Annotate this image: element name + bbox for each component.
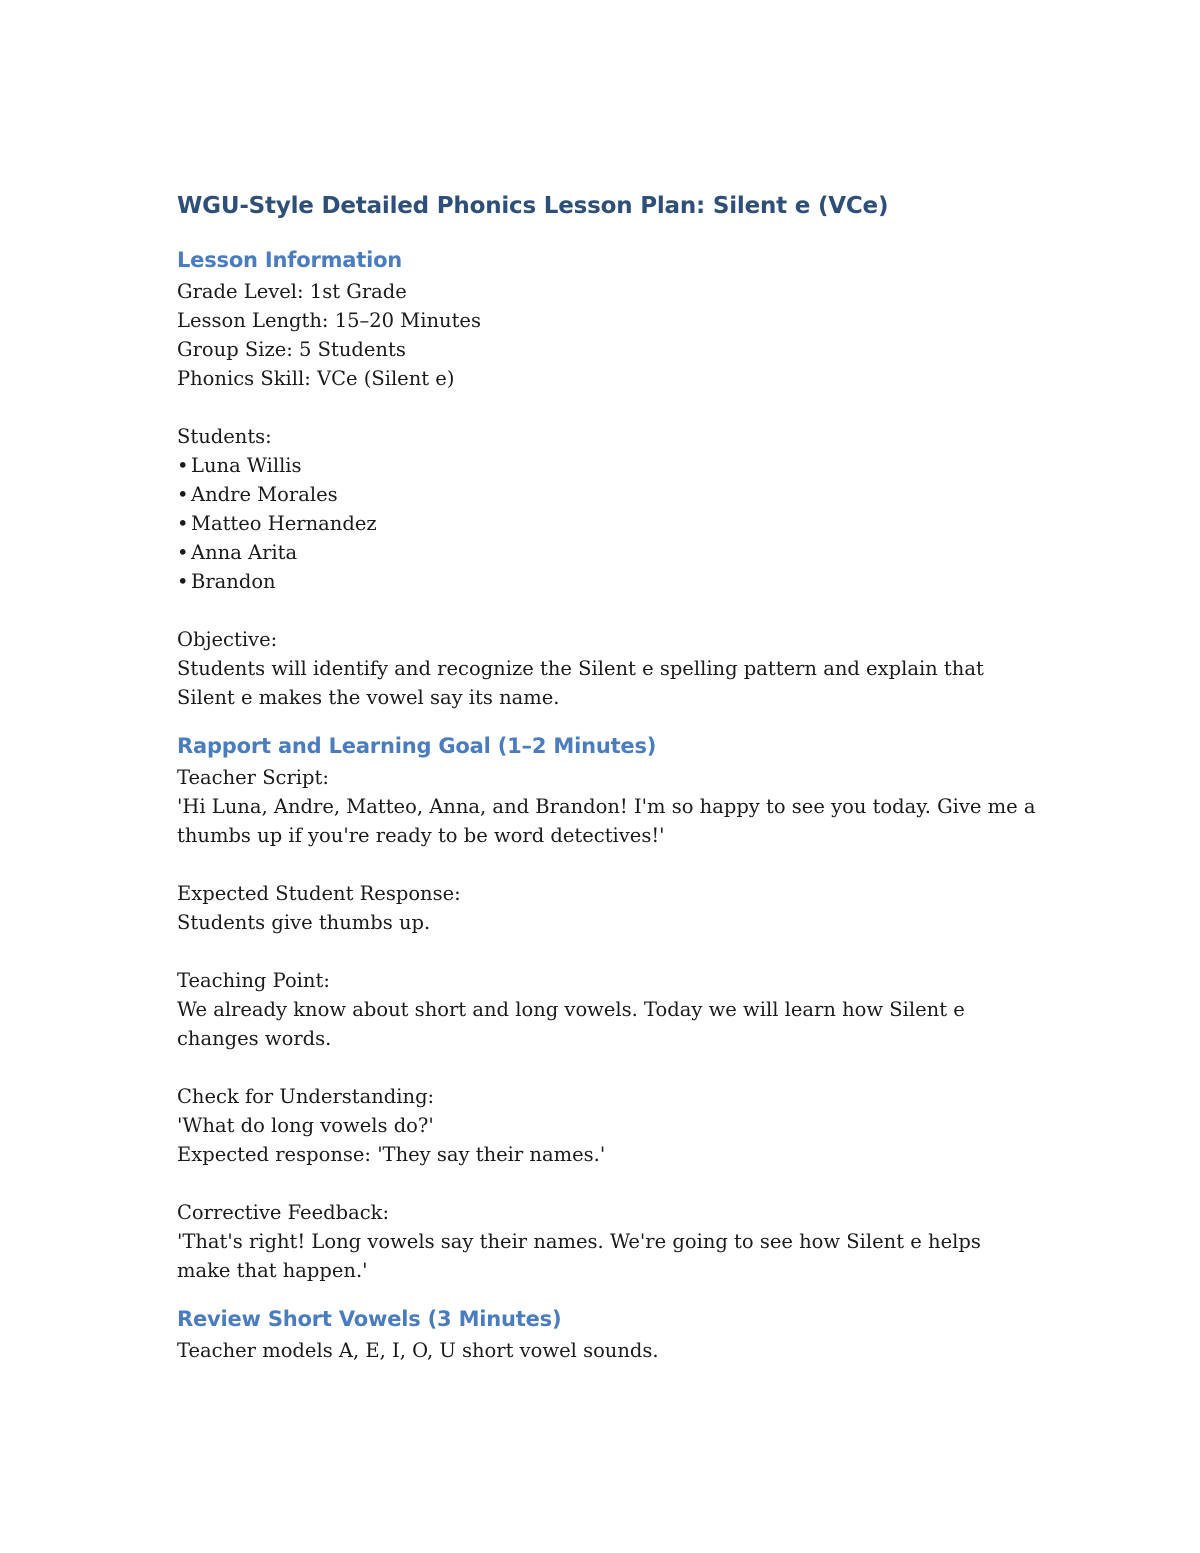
bullet-icon: • xyxy=(177,512,189,535)
paragraph-gap xyxy=(177,1169,1037,1198)
student-name: Matteo Hernandez xyxy=(191,512,377,535)
section-heading-review-short-vowels: Review Short Vowels (3 Minutes) xyxy=(177,1307,562,1331)
check-understanding-question: 'What do long vowels do?' xyxy=(177,1114,434,1137)
students-label: Students: xyxy=(177,425,272,448)
student-name: Anna Arita xyxy=(191,541,298,564)
list-item xyxy=(177,509,1037,538)
section-heading-lesson-information: Lesson Information xyxy=(177,248,403,272)
objective-text: Students will identify and recognize the Silent e spelling pattern and explain that Silent e makes the vowel say its name. xyxy=(177,657,990,709)
review-short-vowels-text: Teacher models A, E, I, O, U short vowel sounds. xyxy=(177,1339,659,1362)
paragraph-gap xyxy=(177,393,1037,422)
list-item xyxy=(177,567,1037,596)
section-heading-rapport: Rapport and Learning Goal (1–2 Minutes) xyxy=(177,734,657,758)
list-item xyxy=(177,538,1037,567)
list-item xyxy=(177,480,1037,509)
student-name: Luna Willis xyxy=(191,454,302,477)
paragraph-gap xyxy=(177,850,1037,879)
paragraph-gap xyxy=(177,937,1037,966)
paragraph-gap xyxy=(177,596,1037,625)
lesson-length: Lesson Length: 15–20 Minutes xyxy=(177,309,481,332)
corrective-feedback-label: Corrective Feedback: xyxy=(177,1201,390,1224)
teaching-point-text: We already know about short and long vowels. Today we will learn how Silent e changes words. xyxy=(177,998,972,1050)
student-name: Brandon xyxy=(191,570,276,593)
student-list xyxy=(177,451,1037,596)
teacher-script-label: Teacher Script: xyxy=(177,766,329,789)
corrective-feedback-text: 'That's right! Long vowels say their names. We're going to see how Silent e helps make that happen.' xyxy=(177,1230,988,1282)
bullet-icon: • xyxy=(177,483,189,506)
paragraph-gap xyxy=(177,1053,1037,1082)
bullet-icon: • xyxy=(177,454,189,477)
group-size: Group Size: 5 Students xyxy=(177,338,406,361)
document-body xyxy=(177,186,1042,1365)
expected-response-label: Expected Student Response: xyxy=(177,882,461,905)
list-item xyxy=(177,451,1037,480)
document-title: WGU-Style Detailed Phonics Lesson Plan: Silent e (VCe) xyxy=(177,193,889,219)
teacher-script-text: 'Hi Luna, Andre, Matteo, Anna, and Brandon! I'm so happy to see you today. Give me a thumbs up if you're ready to be word detectives!' xyxy=(177,795,1042,847)
expected-response-text: Students give thumbs up. xyxy=(177,911,431,934)
bullet-icon: • xyxy=(177,570,189,593)
objective-label: Objective: xyxy=(177,628,278,651)
phonics-skill: Phonics Skill: VCe (Silent e) xyxy=(177,367,455,390)
bullet-icon: • xyxy=(177,541,189,564)
check-understanding-label: Check for Understanding: xyxy=(177,1085,435,1108)
grade-level: Grade Level: 1st Grade xyxy=(177,280,407,303)
check-understanding-expected: Expected response: 'They say their names.' xyxy=(177,1143,606,1166)
student-name: Andre Morales xyxy=(191,483,338,506)
teaching-point-label: Teaching Point: xyxy=(177,969,330,992)
